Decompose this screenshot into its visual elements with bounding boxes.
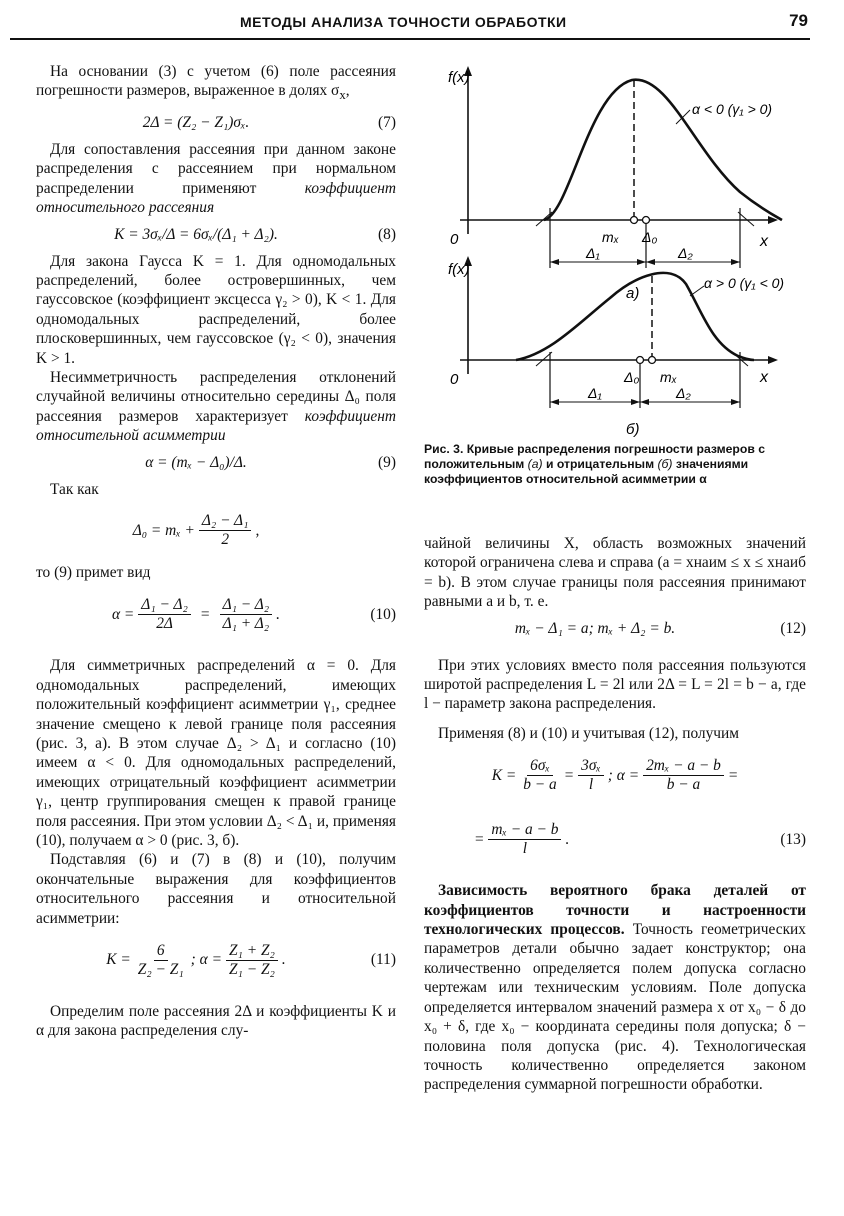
paragraph-7: Для симметричных распределений α = 0. Для одномодальных распределений, имеющих положительный коэффициент асимметрии γ₁, среднее значение смещено к левой границе поля рассеяния (рис. 3, а). В этом случае Δ₂ > Δ₁ и согласно (10) имеем α < 0. Для одномодальных распределений, имеющих отрицательный коэффициент асимметрии γ₁, центр группирования смещен к правой границе поля рассеяния. При этом условии Δ₂ < Δ₁ и, применяя (10), получаем α > 0 (рис. 3, б). xyxy=(36,657,396,850)
equation-number: (8) xyxy=(378,225,396,243)
mx-label-a: mₓ xyxy=(602,229,619,245)
equation-delta0: Δ₀ = mₓ + $\frac{\text{Δ₂ − Δ₁}}{2}$ , xyxy=(132,512,260,549)
equation-number: (10) xyxy=(370,605,396,623)
panel-label-a: а) xyxy=(626,285,640,302)
d0-label-b: Δ₀ xyxy=(624,369,640,385)
equation-7: 2Δ = (Z₂ − Z₁)σₓ. (7) xyxy=(142,114,396,132)
equation-11: K = $\frac{6}{\text{Z₂ − Z₁}}$ ; α = $\frac{\text{Z₁ + Z₂}}{\text{Z₁ − Z₂}}$ . (11) xyxy=(106,941,396,978)
paragraph-3: Для закона Гаусса K = 1. Для одномодальных распределений, более островершинных, чем гауссовское (коэффициент эксцесса γ₂ > 0), K < 1. Для одномодальных распределений, более плосковершинных, чем гауссовское (γ₂ < 0), значения K > 1. xyxy=(36,252,396,367)
equation-number: (13) xyxy=(780,830,806,848)
mx-label-b: mₓ xyxy=(660,369,677,385)
right-column xyxy=(424,534,806,1095)
alpha-label-a: α < 0 (γ₁ > 0) xyxy=(692,101,773,117)
paragraph-r1: чайной величины X, область возможных значений которой ограничена слева и справа (a = xнаим ≤ x ≤ xнаиб = b). В этом случае границы поля рассеяния принимают равными a и b, т. е. xyxy=(424,535,806,611)
page-header xyxy=(10,10,810,40)
equation-number: (12) xyxy=(780,619,806,637)
equation-9: α = (mₓ − Δ₀)/Δ. (9) xyxy=(145,453,396,471)
distribution-curves xyxy=(420,62,820,440)
figure-caption: Рис. 3. Кривые распределения погрешности размеров с положительным (а) и отрицательным (б) значениями коэффициентов относительной асимметрии α xyxy=(424,442,765,486)
fx-label-a: f(x) xyxy=(448,69,470,86)
panel-a xyxy=(448,66,785,302)
paragraph-6: то (9) примет вид xyxy=(36,563,151,581)
x-label-a: x xyxy=(760,233,768,250)
equation-12: mₓ − Δ₁ = a; mₓ + Δ₂ = b. (12) xyxy=(514,619,806,637)
origin-label-a: 0 xyxy=(450,231,459,248)
d1-label-a: Δ₁ xyxy=(586,245,600,261)
running-title: МЕТОДЫ АНАЛИЗА ТОЧНОСТИ ОБРАБОТКИ xyxy=(240,14,567,30)
figure-3 xyxy=(420,62,820,445)
alpha-label-b: α > 0 (γ₁ < 0) xyxy=(704,275,785,291)
equation-13a: K = $\frac{\text{6σₓ}}{b - a}$ = $\frac{\text{3σₓ}}{l}$ ; α = $\frac{\text{2mₓ − a − b}}{b - a}$ = xyxy=(491,756,739,793)
page-number: 79 xyxy=(789,11,808,30)
paragraph-r4: Зависимость вероятного брака деталей от коэффициентов точности и настроенности технологических процессов. Точность геометрических параметров детали обычно задает конструктор; она количественно определяется полем допуска согласно чертежам или техническим условиям. Поле допуска определяется интервалом значений размера x от x₀ − δ до x₀ + δ, где x₀ − координата середины поля допуска; δ − половина поля допуска (рис. 4). Технологическая точность количественно определяется законом распределения суммарной погрешности обработки. xyxy=(424,882,806,1094)
paragraph-4: Несимметричность распределения отклонений случайной величины относительно середины Δ₀ поля рассеяния размеров характеризует коэффициент относительной асимметрии xyxy=(36,368,396,445)
paragraph-5: Так как xyxy=(50,480,99,498)
fx-label-b: f(x) xyxy=(448,261,470,278)
equation-number: (9) xyxy=(378,453,396,471)
equation-number: (11) xyxy=(370,951,396,969)
panel-b xyxy=(448,256,784,438)
equation-10: α = $\frac{\text{Δ₁ − Δ₂}}{2\Delta}$ = $\frac{\text{Δ₁ − Δ₂}}{\text{Δ₁ + Δ₂}}$ . (10) xyxy=(111,595,396,632)
paragraph-2: Для сопоставления рассеяния при данном законе распределения с рассеянием при нормальном распределении применяют коэффициент относительного рассеяния xyxy=(36,140,396,217)
equation-13b: = $\frac{\text{mₓ − a − b}}{l}$ . (13) xyxy=(474,820,806,857)
d0-label-a: Δ₀ xyxy=(642,229,658,245)
paragraph-1: На основании (3) с учетом (6) поле рассеяния погрешности размеров, выраженное в долях $\sigma_x$, xyxy=(36,63,396,103)
paragraph-r2: При этих условиях вместо поля рассеяния пользуются широтой распределения L = 2l или 2Δ = L = 2l = b − a, где l − параметр закона распределения. xyxy=(424,656,806,713)
paragraph-8: Подставляя (6) и (7) в (8) и (10), получим окончательные выражения для коэффициентов относительного рассеяния и относительной асимметрии: xyxy=(36,851,396,927)
d2-label-b: Δ₂ xyxy=(676,385,691,401)
origin-label-b: 0 xyxy=(450,371,459,388)
d1-label-b: Δ₁ xyxy=(588,385,602,401)
paragraph-r3: Применяя (8) и (10) и учитывая (12), получим xyxy=(438,724,740,742)
equation-8: K = 3σₓ/Δ = 6σₓ/(Δ₁ + Δ₂). (8) xyxy=(114,225,396,243)
d2-label-a: Δ₂ xyxy=(678,245,693,261)
panel-label-b: б) xyxy=(626,421,640,438)
equation-number: (7) xyxy=(378,114,396,132)
paragraph-9: Определим поле рассеяния 2Δ и коэффициенты K и α для закона распределения слу- xyxy=(36,1003,396,1040)
x-label-b: x xyxy=(760,369,768,386)
left-column xyxy=(36,62,396,1041)
